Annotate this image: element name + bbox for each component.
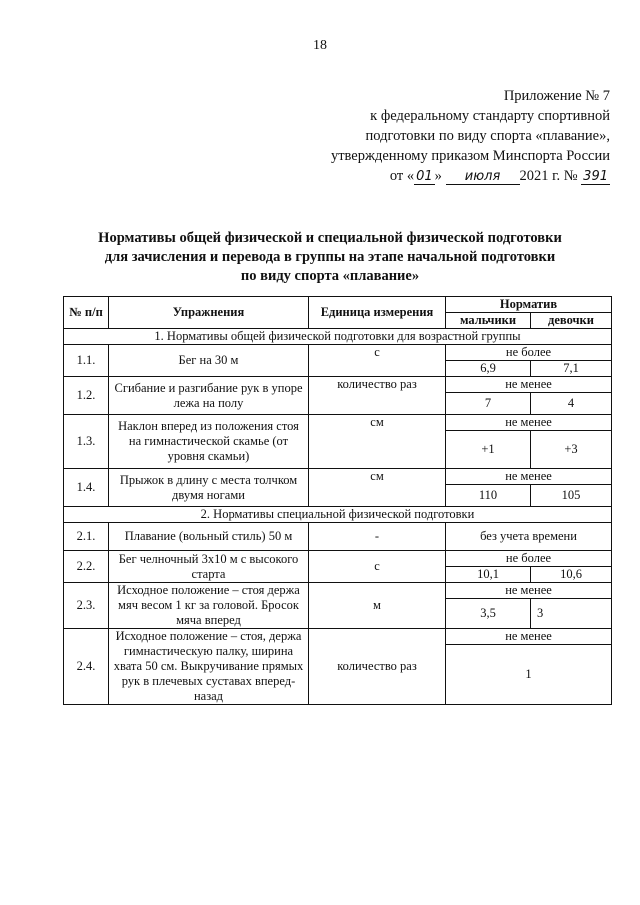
section-row [64, 329, 612, 345]
table-row [64, 469, 612, 485]
row-num: 2.1. [64, 523, 109, 551]
date-mid: » [434, 168, 442, 184]
page-number: 18 [313, 38, 327, 53]
row-value-boys: 6,9 [446, 361, 531, 377]
row-condition: не менее [446, 377, 612, 393]
header-norm: Норматив [446, 297, 612, 313]
handwritten-month: июля [446, 170, 520, 185]
header-num: № п/п [64, 297, 109, 329]
row-value-girls: 3 [531, 599, 612, 629]
appendix-title: Приложение № 7 [503, 88, 610, 104]
row-unit: см [309, 469, 446, 507]
row-exercise: Бег челночный 3х10 м с высокого старта [109, 551, 309, 583]
table-row [64, 415, 612, 431]
row-num: 1.1. [64, 345, 109, 377]
appendix-date-line [250, 166, 610, 186]
row-exercise: Плавание (вольный стиль) 50 м [109, 523, 309, 551]
row-unit: с [309, 551, 446, 583]
header-girls: девочки [531, 313, 612, 329]
header-exercise: Упражнения [109, 297, 309, 329]
row-unit: - [309, 523, 446, 551]
row-condition: не менее [446, 629, 612, 645]
appendix-header [250, 86, 610, 186]
header-boys: мальчики [446, 313, 531, 329]
row-num: 2.3. [64, 583, 109, 629]
row-condition: не более [446, 345, 612, 361]
row-exercise: Исходное положение – стоя, держа гимнастическую палку, ширина хвата 50 см. Выкручивание прямых рук в плечевых суставах вперед-назад [109, 629, 309, 705]
handwritten-order-number: 391 [583, 169, 608, 184]
appendix-line-3: подготовки по виду спорта «плавание», [365, 128, 610, 144]
appendix-line-2: к федеральному стандарту спортивной [370, 108, 610, 124]
row-num: 1.3. [64, 415, 109, 469]
header-unit: Единица измерения [309, 297, 446, 329]
row-unit: см [309, 415, 446, 469]
title-line-1: Нормативы общей физической и специальной физической подготовки [98, 230, 562, 246]
row-value-boys: 3,5 [446, 599, 531, 629]
row-num: 2.2. [64, 551, 109, 583]
row-value-boys: +1 [446, 431, 531, 469]
row-num: 1.2. [64, 377, 109, 415]
row-num: 2.4. [64, 629, 109, 705]
row-value-boys: 110 [446, 485, 531, 507]
row-exercise: Бег на 30 м [109, 345, 309, 377]
row-condition: не менее [446, 469, 612, 485]
row-value-girls: 105 [531, 485, 612, 507]
row-exercise: Сгибание и разгибание рук в упоре лежа на полу [109, 377, 309, 415]
row-unit: с [309, 345, 446, 377]
row-exercise: Прыжок в длину с места толчком двумя ногами [109, 469, 309, 507]
row-unit: м [309, 583, 446, 629]
row-value: 1 [446, 645, 612, 705]
row-value: без учета времени [446, 523, 612, 551]
row-num: 1.4. [64, 469, 109, 507]
table-row [64, 583, 612, 599]
row-unit: количество раз [309, 377, 446, 415]
row-condition: не более [446, 551, 612, 567]
title-line-3: по виду спорта «плавание» [240, 268, 420, 284]
table-row [64, 345, 612, 361]
table-row [64, 629, 612, 645]
row-exercise: Исходное положение – стоя держа мяч весом 1 кг за головой. Бросок мяча вперед [109, 583, 309, 629]
section-row [64, 507, 612, 523]
table-row [64, 377, 612, 393]
header-row [64, 297, 612, 313]
row-value-boys: 10,1 [446, 567, 531, 583]
document-title [60, 229, 600, 286]
title-line-2: для зачисления и перевода в группы на этапе начальной подготовки [104, 249, 556, 265]
norms-table [63, 296, 612, 705]
row-value-girls: +3 [531, 431, 612, 469]
table-row [64, 523, 612, 551]
row-value-girls: 7,1 [531, 361, 612, 377]
row-condition: не менее [446, 415, 612, 431]
table-row [64, 551, 612, 567]
row-value-boys: 7 [446, 393, 531, 415]
section-1-title: 1. Нормативы общей физической подготовки для возрастной группы [64, 329, 612, 345]
handwritten-day: 01 [416, 169, 433, 184]
row-exercise: Наклон вперед из положения стоя на гимнастической скамье (от уровня скамьи) [109, 415, 309, 469]
appendix-line-4: утвержденному приказом Минспорта России [330, 148, 610, 164]
date-prefix: от « [389, 168, 415, 184]
year-text: 2021 г. № [519, 168, 578, 184]
row-value-girls: 4 [531, 393, 612, 415]
row-condition: не менее [446, 583, 612, 599]
section-2-title: 2. Нормативы специальной физической подготовки [64, 507, 612, 523]
row-value-girls: 10,6 [531, 567, 612, 583]
row-unit: количество раз [309, 629, 446, 705]
